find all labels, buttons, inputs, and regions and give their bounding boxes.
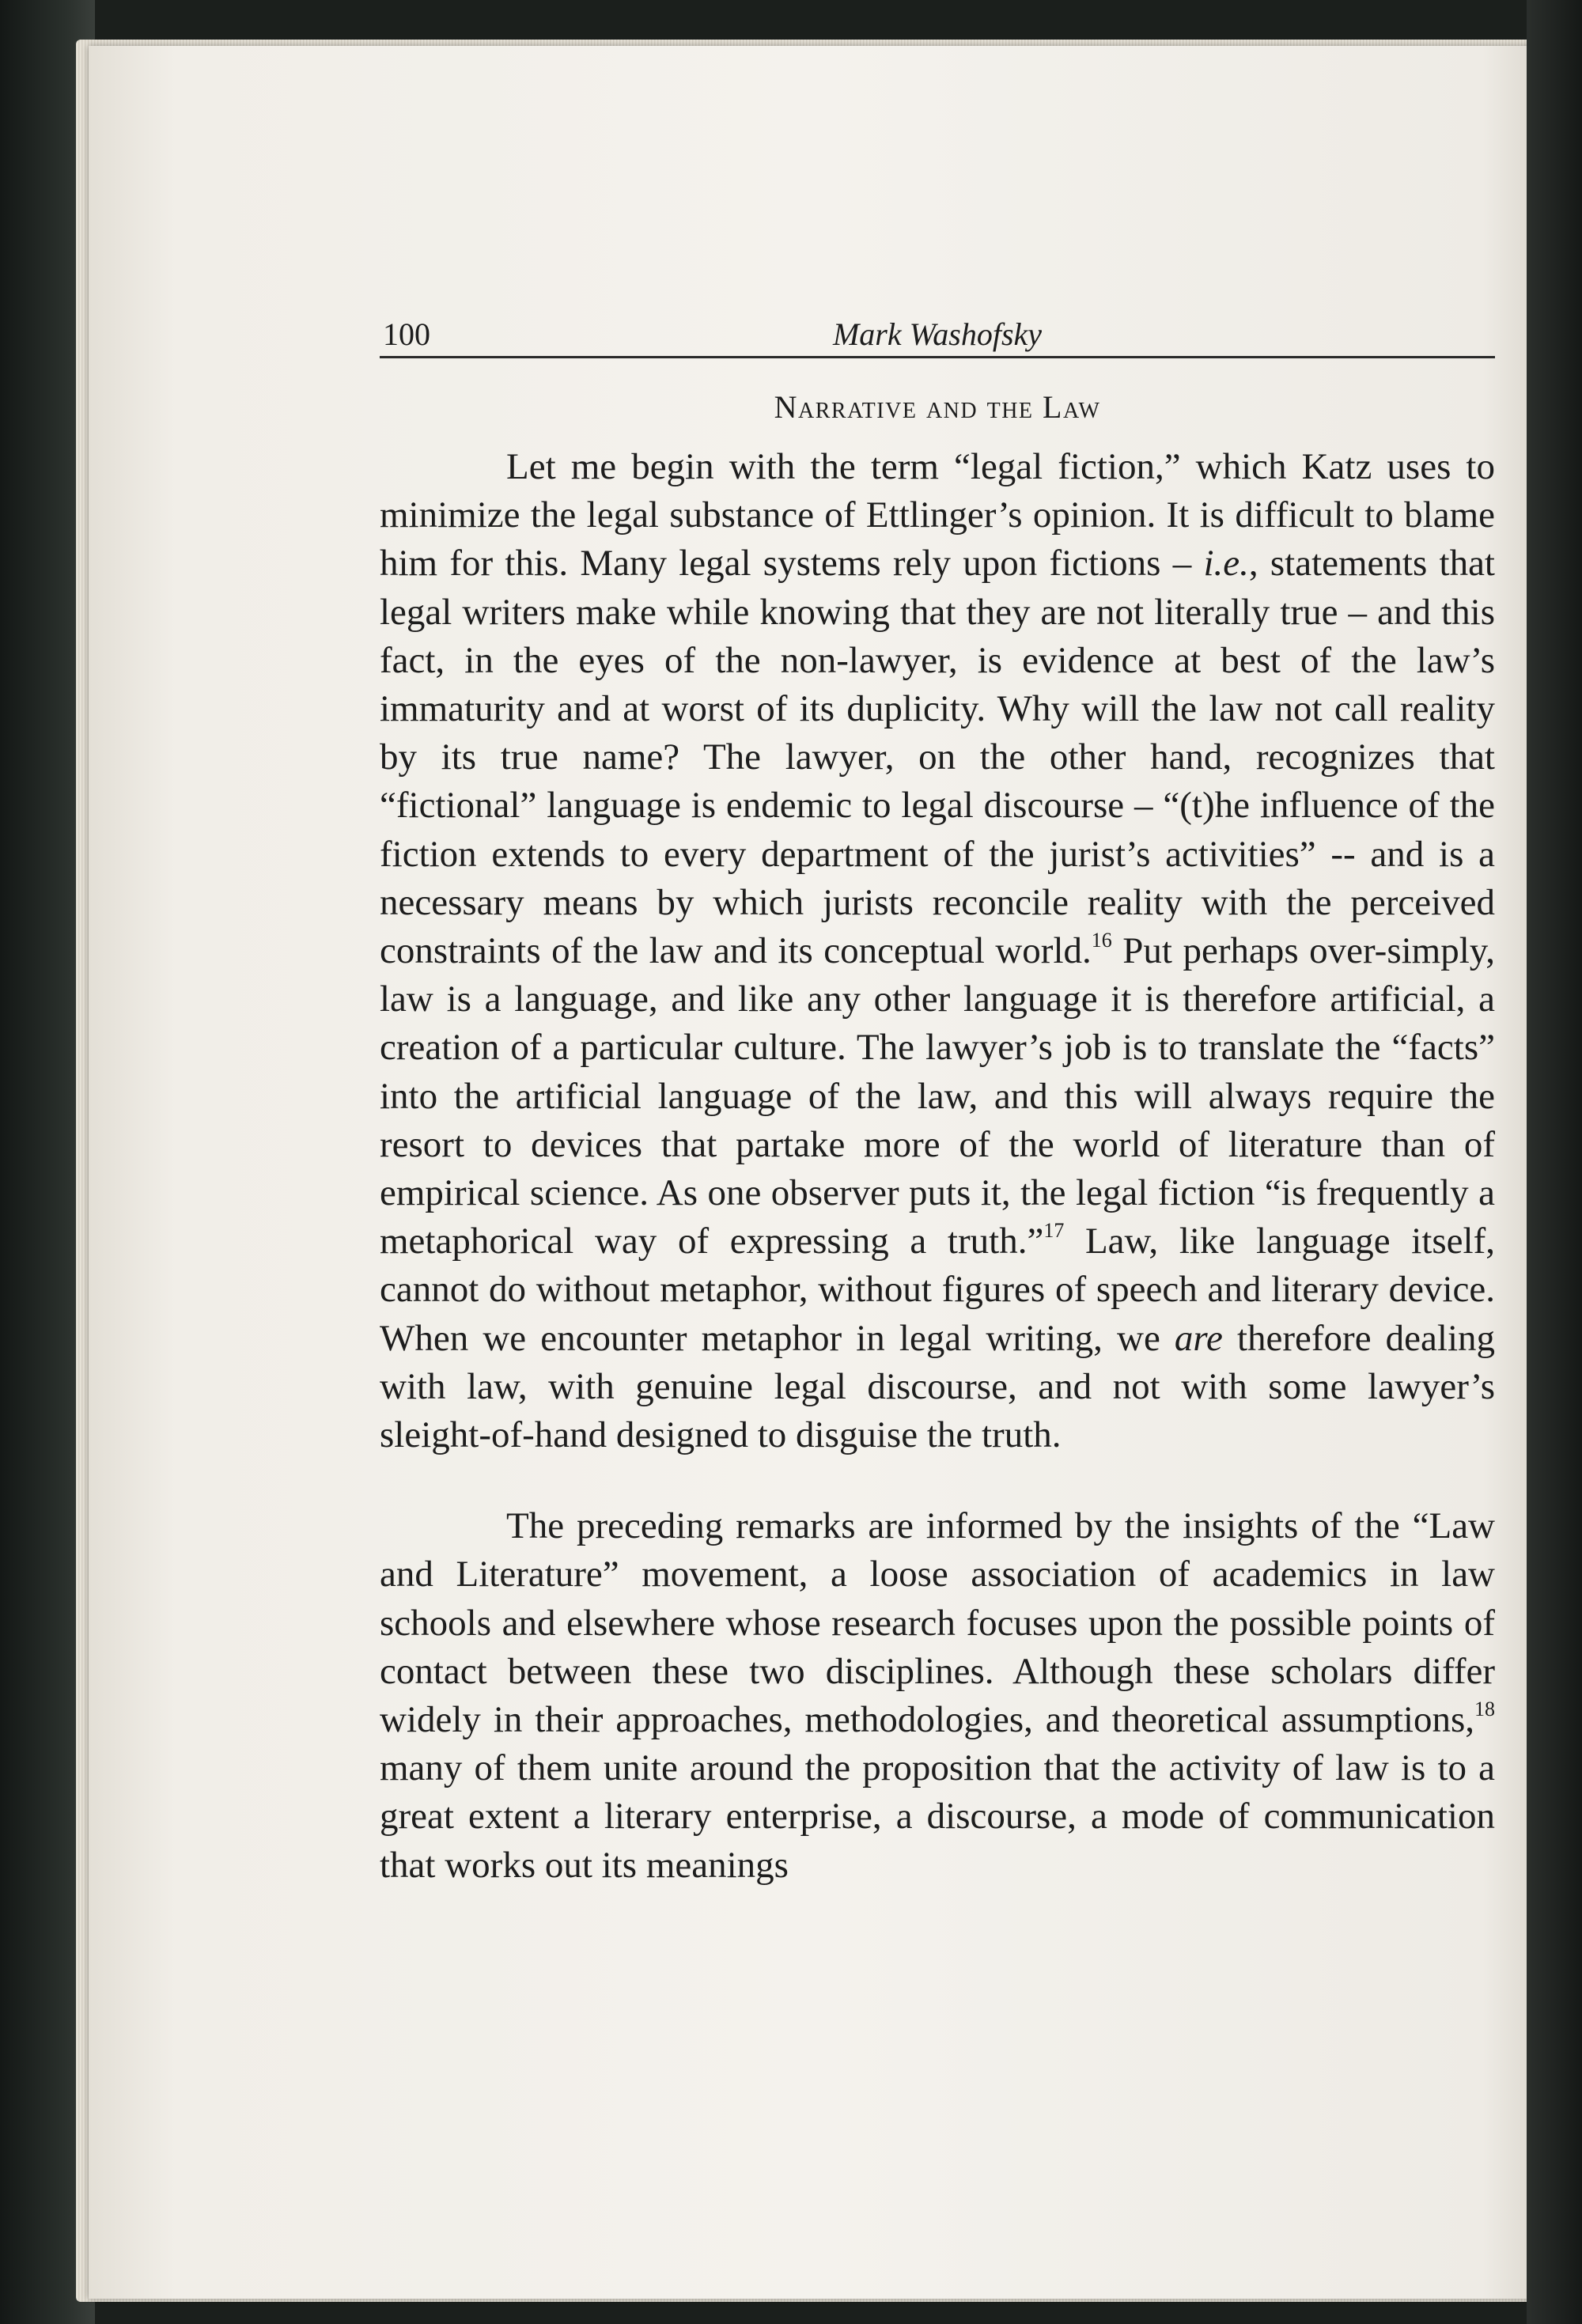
paragraph-2-text-b: many of them unite around the proposition that the activity of law is to a great extent a literary enterprise, a discourse, a mode of communication that works out its meanings [380,1747,1495,1886]
page-text-block [380,315,1495,1890]
paragraph-2-text-a: The preceding remarks are informed by the insights of the “Law and Literature” movement, a loose association of academics in law schools and elsewhere whose research focuses upon the possible points of contact between these two disciplines. Although these scholars differ widely in their approaches, methodologies, and theoretical assumptions, [380,1505,1495,1741]
paragraph-1-text-d: Law, like language itself, cannot do without metaphor, without figures of speech and literary device. When we encounter metaphor in legal writing, we [380,1221,1495,1359]
page-number: 100 [383,316,430,352]
section-heading: Narrative and the Law [774,389,1101,425]
running-head [380,315,1495,358]
paragraph-1-text-e: therefore dealing with law, with genuine legal discourse, and not with some lawyer’s sleight-of-hand designed to disguise the truth. [380,1317,1495,1456]
paragraph-1-text-c: Put perhaps over-simply, law is a language, and like any other language it is therefore artificial, a creation of a particular culture. The lawyer’s job is to translate the “facts” into the artificial language of the law, and this will always require the resort to devices that partake more of the world of literature than of empirical science. As one observer puts it, the legal fiction “is frequently a metaphorical way of expressing a truth.” [380,930,1495,1262]
footnote-marker-17: 17 [1043,1219,1065,1243]
paragraph-1-are: are [1174,1317,1223,1359]
footnote-marker-16: 16 [1091,929,1112,952]
running-head-author: Mark Washofsky [832,316,1043,352]
paragraph-1-text-a: Let me begin with the term “legal fiction,” which Katz uses to minimize the legal substance of Ettlinger’s opinion. It is difficult to blame him for this. Many legal systems rely upon fictions – [380,446,1495,585]
backdrop-right [1527,0,1582,2324]
paragraph-1-ie: i.e. [1203,543,1249,585]
footnote-marker-18: 18 [1474,1698,1495,1721]
paragraph-1-text-b: , statements that legal writers make while knowing that they are not literally true – and this fact, in the eyes of the non-lawyer, is evidence at best of the law’s immaturity and at worst of its duplicity. Why will the law not call reality by its true name? The lawyer, on the other hand, recognizes that “fictional” language is endemic to legal discourse – “(t)he influence of the fiction extends to every department of the jurist’s activities” -- and is a necessary means by which jurists reconcile reality with the perceived constraints of the law and its conceptual world. [380,543,1495,972]
body-paragraph-2 [380,1502,1495,1890]
body-paragraph-1 [380,443,1495,1459]
